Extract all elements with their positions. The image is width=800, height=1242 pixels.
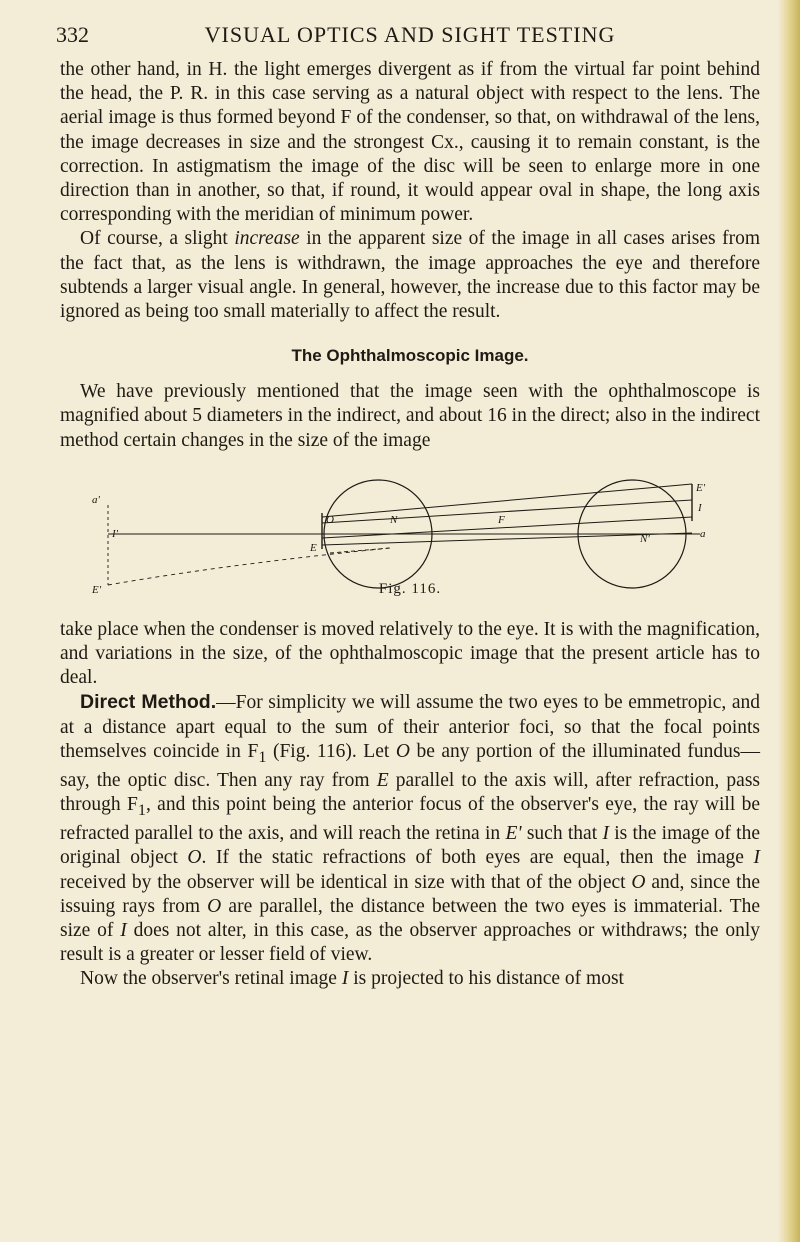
label-I-prime: I' [112, 527, 119, 540]
running-title: VISUAL OPTICS AND SIGHT TESTING [204, 22, 616, 47]
paragraph-4: take place when the condenser is moved relatively to the eye. It is with the magnification, and variations in the size, of the ophthalmoscopic image that the present article has to deal. [60, 618, 760, 689]
projection-dashed-ray [108, 548, 390, 585]
label-E-prime-low: E' [92, 583, 102, 596]
book-page [56, 22, 761, 992]
label-a: a [700, 527, 706, 540]
paragraph-6: Now the observer's retinal image I is projected to his distance of most [80, 968, 624, 990]
paragraph-2: Of course, a slight increase in the apparent size of the image in all cases arises from the fact that, as the lens is withdrawn, the image approaches the eye and therefore subtends a larger visual angle. In general, however, the increase due to this factor may be ignored as being too small materially to affect the result. [60, 228, 760, 323]
page-header [56, 22, 760, 58]
section-heading: The Ophthalmoscopic Image. [291, 346, 529, 366]
label-O: O [326, 513, 334, 526]
page-edge-shadow [778, 0, 800, 1242]
paragraph-5: Direct Method.—For simplicity we will assume the two eyes to be emmetropic, and at a distance apart equal to the sum of their anterior foci, so that the focal points themselves coincide in $F_1$ (Fig. 116). Let O be any portion of the illuminated fundus—say, the optic disc. Then any ray from E parallel to the axis will, after refraction, pass through $F_1$, and this point being the anterior focus of the observer's eye, the ray will be refracted parallel to the axis, and will reach the retina in E' such that I is the image of the original object O. If the static refractions of both eyes are equal, then the image I received by the observer will be identical in size with that of the object O and, since the issuing rays from O are parallel, the distance between the two eyes is immaterial. The size of I does not alter, in this case, as the observer approaches or withdraws; the only result is a greater or lesser field of view. [60, 691, 761, 966]
page-number: 332 [56, 22, 89, 47]
figure-caption: Fig. 116. [378, 580, 442, 597]
label-E-prime: E' [696, 481, 706, 494]
ray-upper-1 [322, 484, 692, 517]
label-N: N [390, 513, 398, 526]
label-a-prime: a' [92, 493, 100, 506]
label-N-prime: N' [640, 532, 650, 545]
ray-upper-2 [322, 500, 692, 523]
direct-method-runin: Direct Method. [80, 691, 217, 714]
label-I: I [698, 501, 702, 514]
paragraph-1: the other hand, in H. the light emerges divergent as if from the virtual far point behind the head, the P. R. in this case serving as a natural object with respect to the lens. The aerial image is thus formed beyond F of the condenser, so that, on withdrawal of the lens, the image decreases in size and the strongest Cx., causing it to remain constant, is the correction. In astigmatism the image of the disc will be seen to enlarge more in one direction than in another, so that, if round, it would appear oval in shape, the long axis corresponding with the meridian of minimum power. [60, 59, 760, 226]
label-E: E [310, 541, 317, 554]
dashed-ray-2 [330, 548, 390, 553]
label-F: F [498, 513, 505, 526]
figure-116 [60, 457, 760, 612]
paragraph-3: We have previously mentioned that the image seen with the ophthalmoscope is magnified about 5 diameters in the indirect, and about 16 in the direct; also in the indirect method certain changes in the size of the image [60, 381, 760, 451]
